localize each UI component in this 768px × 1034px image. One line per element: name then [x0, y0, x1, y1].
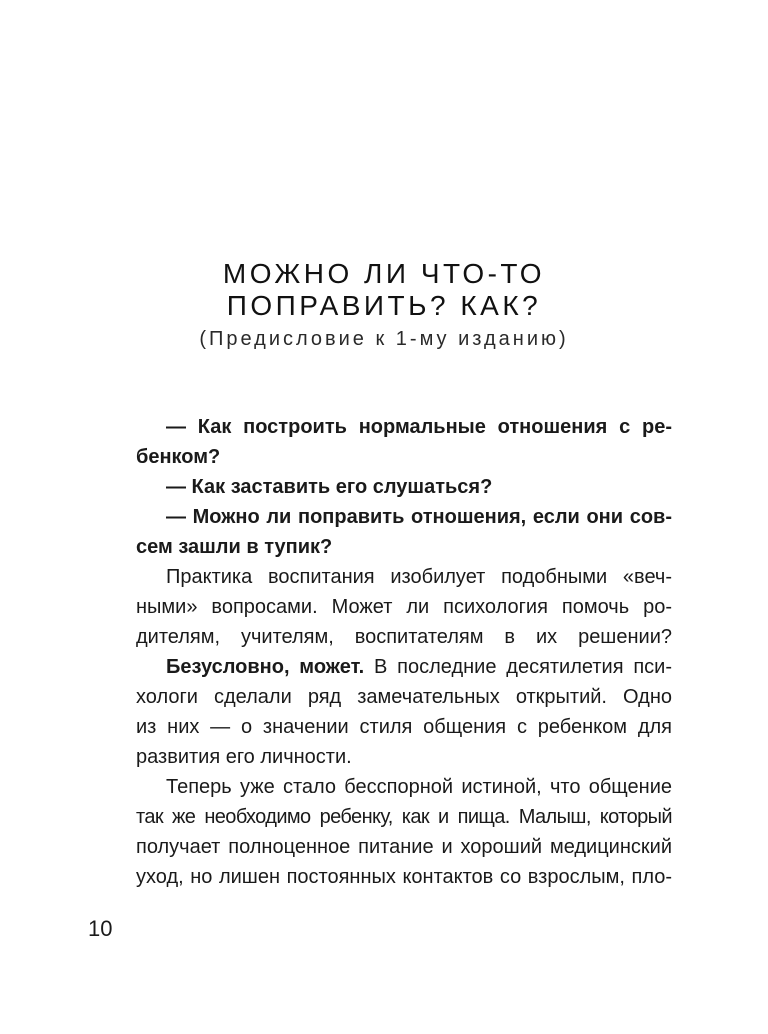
chapter-subtitle: (Предисловие к 1-му изданию) [199, 328, 569, 350]
question-2-line-1: — Как заставить его слушаться? [166, 476, 493, 498]
paragraph-3-line-2: так же необходимо ребенку, как и пища. Малыш, который [136, 806, 672, 828]
paragraph-3-line-3: получает полноценное питание и хороший медицинский [136, 836, 672, 858]
paragraph-2-line-4: развития его личности. [136, 746, 352, 768]
paragraph-2-line-1 [136, 652, 672, 682]
paragraph-3-line-1: Теперь уже стало бесспорной истиной, что общение [166, 776, 672, 798]
paragraph-2-bold-lead: Безусловно, может. [166, 656, 365, 678]
paragraph-1-line-2: ными» вопросами. Может ли психология помочь ро- [136, 596, 672, 618]
question-3-line-1: — Можно ли поправить отношения, если они сов- [166, 506, 672, 528]
question-1-line-1: — Как построить нормальные отношения с ре- [166, 416, 672, 438]
paragraph-2-line-2: хологи сделали ряд замечательных открытий. Одно [136, 686, 672, 708]
chapter-heading [0, 258, 768, 354]
paragraph-3-line-4: уход, но лишен постоянных контактов со взрослым, пло- [136, 866, 672, 888]
paragraph-2-line-3: из них — о значении стиля общения с ребенком для [136, 716, 672, 738]
paragraph-1-line-1: Практика воспитания изобилует подобными «веч- [166, 566, 672, 588]
page-number: 10 [88, 916, 113, 941]
chapter-title-line-1: МОЖНО ЛИ ЧТО-ТО [222, 258, 546, 289]
body-text [136, 412, 672, 892]
paragraph-2-line-1-rest: В последние десятилетия пси- [364, 656, 673, 678]
chapter-title-line-2: ПОПРАВИТЬ? КАК? [226, 290, 542, 321]
paragraph-1-line-3: дителям, учителям, воспитателям в их решении? [136, 626, 672, 648]
question-3-line-2: сем зашли в тупик? [136, 536, 333, 558]
question-1-line-2: бенком? [136, 446, 221, 468]
